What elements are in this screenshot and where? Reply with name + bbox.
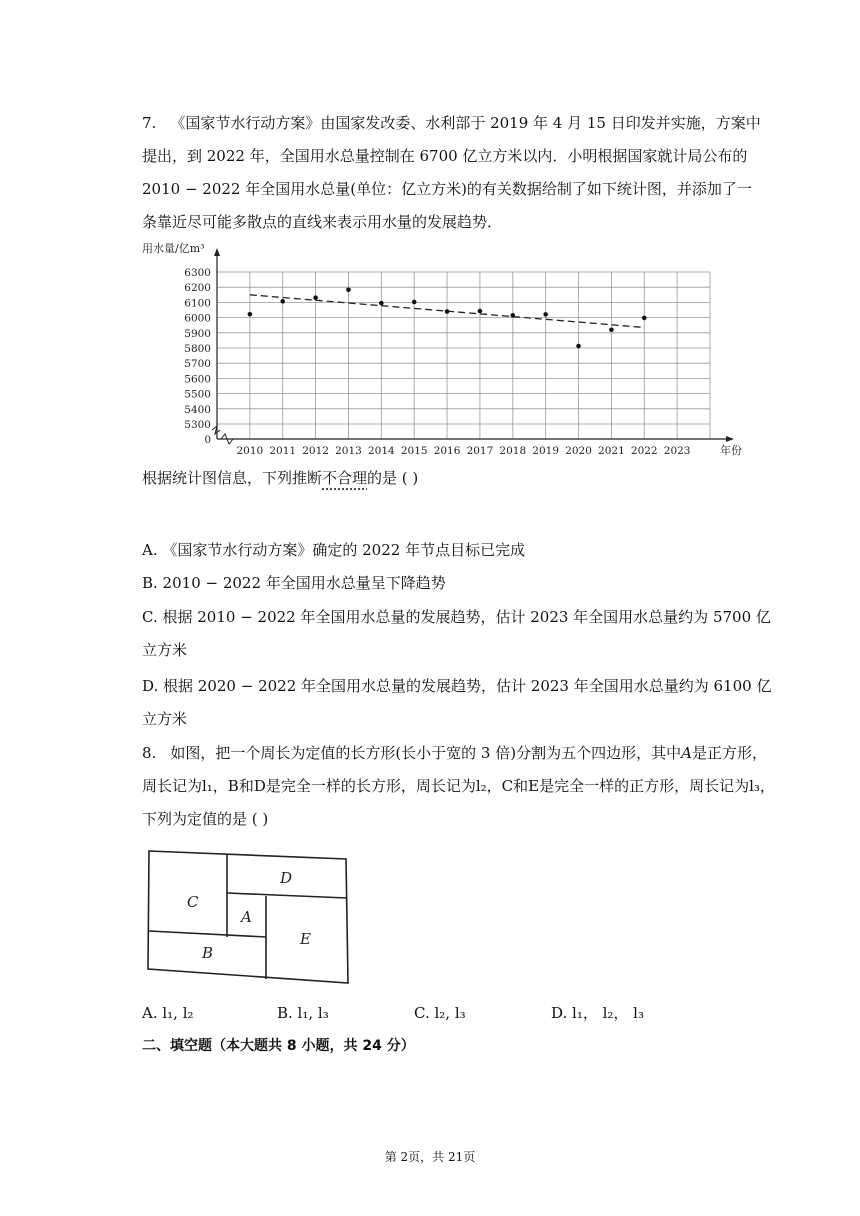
q7-question — [142, 468, 418, 488]
y-tick-label: 6200 — [184, 282, 211, 295]
x-tick-label: 2013 — [335, 445, 362, 457]
q7-option-d[interactable]: D. 根据 2020 − 2022 年全国用水总量的发展趋势，估计 2023 年全国用水总量约为 6100 亿 — [142, 677, 772, 695]
data-point — [642, 316, 647, 321]
data-point — [379, 301, 384, 306]
data-point — [248, 312, 253, 317]
y-axis-label: 用水量/亿m³ — [142, 242, 205, 255]
data-point — [576, 344, 581, 349]
x-tick-label: 2012 — [302, 445, 329, 457]
data-point — [445, 309, 450, 314]
q7-line-4: 条靠近尽可能多散点的直线来表示用水量的发展趋势． — [142, 213, 503, 231]
q8-option-a[interactable]: A. l₁, l₂ — [142, 1004, 194, 1022]
y-axis-arrow — [214, 248, 220, 256]
q8-line-1-post: 是正方形， — [691, 744, 767, 762]
y-tick-label: 5900 — [184, 327, 211, 340]
data-point — [543, 312, 548, 317]
x-tick-label: 2021 — [598, 445, 625, 457]
x-tick-label: 2018 — [499, 445, 527, 457]
label-c: C — [187, 893, 199, 911]
q8-line-1-pre: 如图，把一个周长为定值的长方形(长小于宽的 3 倍)分割为五个四边形，其中 — [170, 744, 682, 762]
q7-line-1 — [142, 113, 761, 133]
section-heading: 二、填空题（本大题共 8 小题，共 24 分） — [142, 1038, 415, 1054]
x-tick-label: 2017 — [466, 445, 494, 457]
q8-option-c[interactable]: C. l₂, l₃ — [414, 1004, 466, 1022]
data-point — [412, 300, 417, 305]
label-b: B — [202, 944, 214, 962]
data-point — [511, 313, 516, 318]
y-axis-break — [212, 426, 220, 434]
q7-question-emphasis: 不合理 — [322, 469, 368, 487]
x-tick-label: 2022 — [630, 445, 658, 457]
y-tick-label: 5600 — [184, 373, 211, 386]
y-tick-label: 5500 — [184, 388, 211, 401]
q7-line-1-text: 《国家节水行动方案》由国家发改委、水利部于 2019 年 4 月 15 日印发并实施，方案中 — [170, 114, 761, 132]
q8-option-b[interactable]: B. l₁, l₃ — [277, 1004, 329, 1022]
data-point — [478, 309, 483, 314]
x-tick-label: 2011 — [269, 445, 297, 457]
data-point — [313, 295, 318, 300]
q7-line-2: 提出，到 2022 年，全国用水总量控制在 6700 亿立方米以内．小明根据国家就计局公布的 — [142, 147, 748, 165]
y-tick-label: 5800 — [184, 343, 211, 355]
x-tick-label: 2020 — [565, 445, 592, 457]
q7-question-post: 的是 ( ) — [367, 469, 419, 487]
data-point — [280, 299, 285, 304]
q8-option-d[interactable]: D. l₁， l₂， l₃ — [551, 1004, 644, 1022]
q8-line-2: 周长记为l₁，B和D是完全一样的长方形，周长记为l₂，C和E是完全一样的正方形，周长记为l₃， — [142, 777, 775, 795]
y-tick-label: 5700 — [184, 358, 211, 371]
q7-number: 7. — [142, 114, 157, 132]
y-tick-label: 5400 — [184, 403, 211, 416]
label-a: A — [241, 908, 252, 926]
x-tick-label: 2015 — [400, 445, 428, 457]
q7-option-b[interactable]: B. 2010 − 2022 年全国用水总量呈下降趋势 — [142, 574, 446, 592]
x-tick-label: 2010 — [236, 445, 264, 457]
x-tick-label: 2016 — [433, 445, 461, 457]
y-tick-label: 5300 — [184, 419, 211, 431]
q7-line-3: 2010 − 2022 年全国用水总量(单位：亿立方米)的有关数据给制了如下统计图，并添加了一 — [142, 180, 752, 198]
label-d: D — [280, 869, 293, 887]
divider-d-bottom — [227, 893, 347, 898]
y-tick-label: 6000 — [184, 312, 211, 325]
q7-option-d-cont: 立方米 — [142, 710, 188, 728]
q7-option-c[interactable]: C. 根据 2010 − 2022 年全国用水总量的发展趋势，估计 2023 年全国用水总量约为 5700 亿 — [142, 608, 771, 626]
q8-line-1-a: A — [681, 744, 692, 762]
label-e: E — [300, 930, 311, 948]
data-point — [346, 287, 351, 292]
q8-number: 8. — [142, 744, 157, 762]
y-tick-label: 6100 — [184, 297, 211, 310]
data-point — [609, 327, 614, 332]
q8-line-1 — [142, 743, 767, 763]
water-usage-chart — [140, 240, 750, 465]
q7-option-a[interactable]: A. 《国家节水行动方案》确定的 2022 年节点目标已完成 — [142, 541, 526, 559]
y-tick-label: 6300 — [184, 267, 211, 279]
x-axis-arrow — [726, 436, 734, 442]
q8-line-3: 下列为定值的是 ( ) — [142, 810, 269, 828]
q7-question-pre: 根据统计图信息，下列推断 — [142, 469, 323, 487]
partition-figure — [140, 845, 355, 990]
x-tick-label: 2019 — [532, 445, 560, 457]
y-tick-label: 0 — [204, 434, 211, 446]
x-axis-label: 年份 — [720, 444, 742, 457]
page-footer: 第 2页，共 21页 — [384, 1150, 476, 1164]
x-tick-label: 2014 — [367, 445, 395, 457]
q7-option-c-cont: 立方米 — [142, 641, 188, 659]
divider-b-top — [149, 931, 266, 937]
x-tick-label: 2023 — [663, 445, 691, 457]
